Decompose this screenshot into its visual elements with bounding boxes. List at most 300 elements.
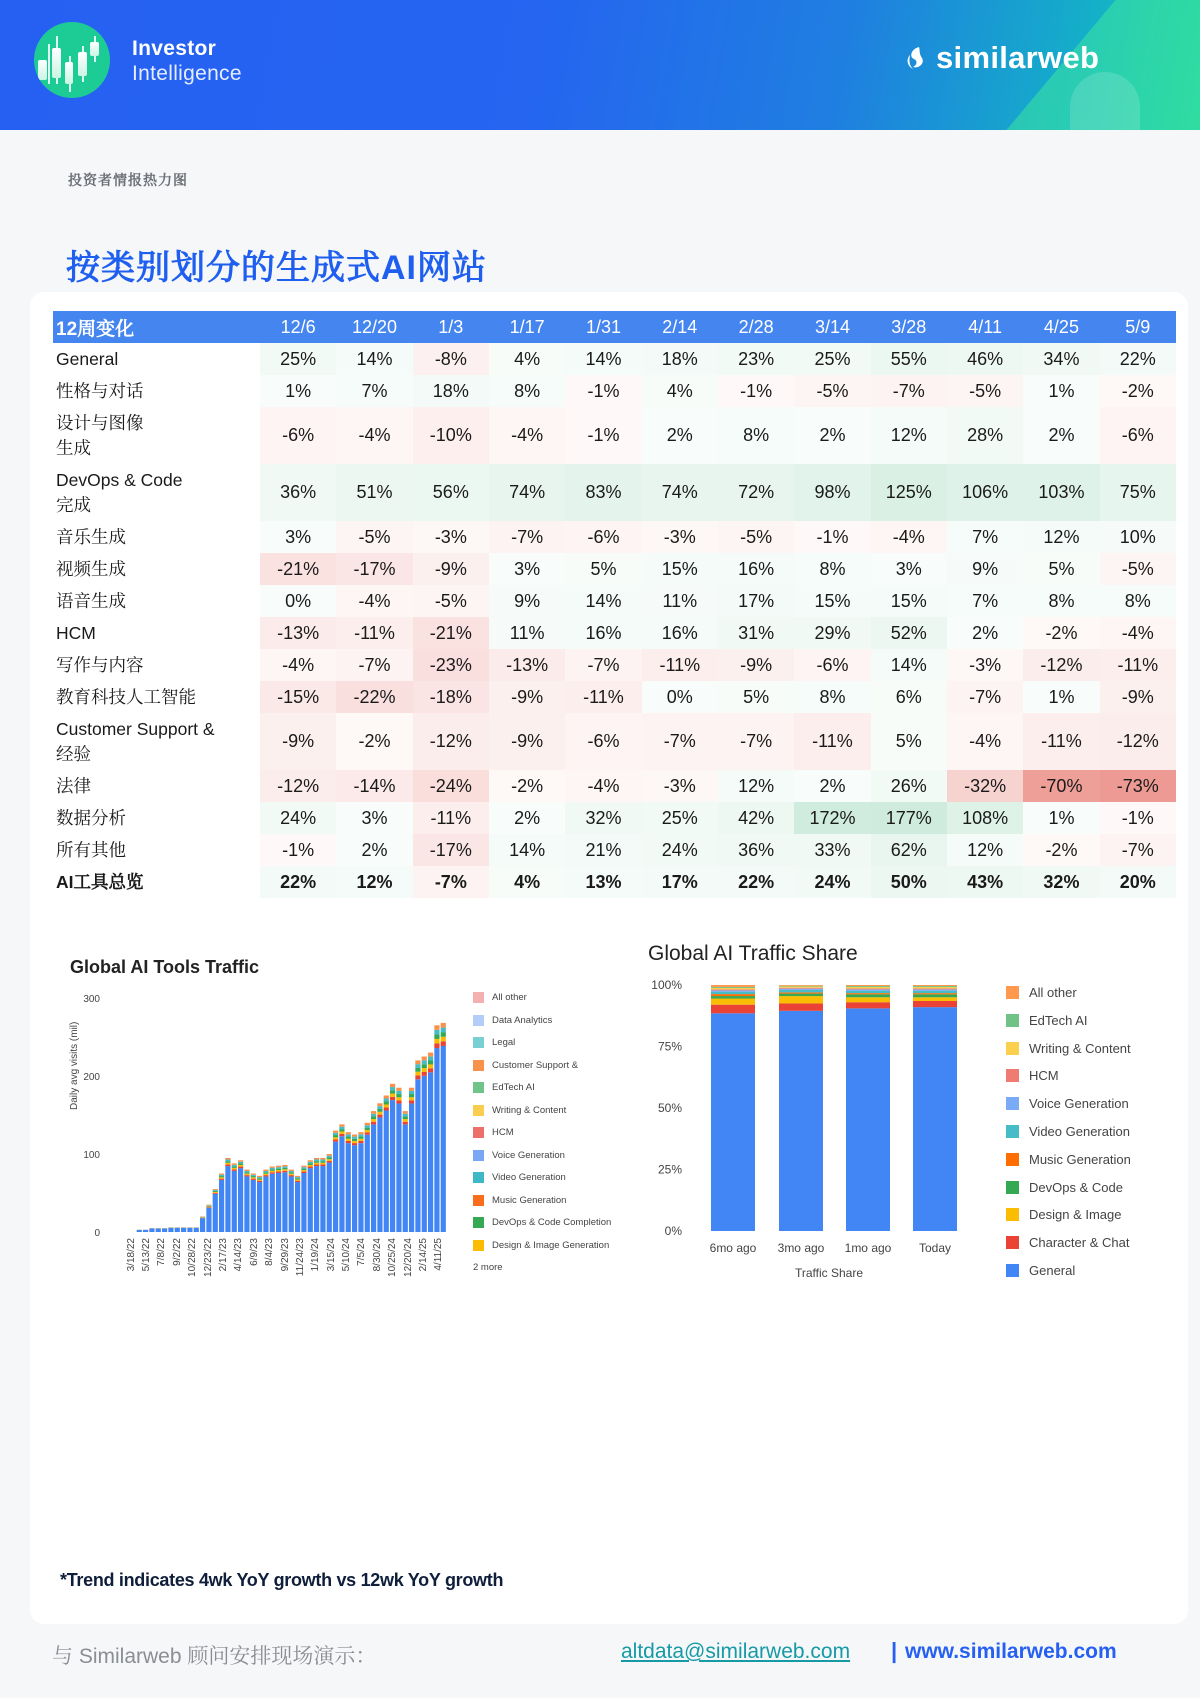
legend-swatch: [1006, 1236, 1019, 1249]
heatmap-cell: 16%: [718, 553, 794, 585]
heatmap-cell: 18%: [413, 375, 489, 407]
heatmap-cell: 20%: [1100, 866, 1176, 898]
table-row: [53, 553, 1176, 585]
heatmap-cell: 22%: [718, 866, 794, 898]
heatmap-cell: 3%: [260, 521, 336, 553]
heatmap-cell: -3%: [947, 649, 1023, 681]
legend-swatch: [1006, 1208, 1019, 1221]
heatmap-cell: 16%: [565, 617, 641, 649]
heatmap-cell: -14%: [336, 770, 412, 802]
heatmap-cell: 22%: [1100, 343, 1176, 375]
row-label: 法律: [56, 775, 91, 796]
heatmap-cell: -12%: [260, 770, 336, 802]
footnote: *Trend indicates 4wk YoY growth vs 12wk YoY growth: [60, 1570, 504, 1590]
table-row: [53, 585, 1176, 617]
heatmap-cell: 8%: [1100, 585, 1176, 617]
heatmap-cell: 1%: [1023, 375, 1099, 407]
heatmap-cell: 24%: [642, 834, 718, 866]
legend-label: All other: [1029, 985, 1077, 1000]
x-tick-label: 10/25/24: [387, 1238, 399, 1277]
legend-item: [473, 1015, 552, 1026]
heatmap-cell: 2%: [947, 617, 1023, 649]
heatmap-cell: 15%: [871, 585, 947, 617]
svg-text:25%: 25%: [657, 1162, 682, 1177]
legend-label: Writing & Content: [1029, 1040, 1131, 1056]
heatmap-cell: -11%: [1100, 649, 1176, 681]
heatmap-cell: 2%: [489, 802, 565, 834]
row-label: Customer Support & 经验: [56, 718, 215, 764]
legend-label: EdTech AI: [492, 1082, 535, 1093]
heatmap-cell: 103%: [1023, 464, 1099, 521]
heatmap-cell: 24%: [794, 866, 870, 898]
heatmap-cell: 26%: [871, 770, 947, 802]
legend-label: Design & Image Generation: [492, 1239, 610, 1251]
heatmap-cell: -1%: [565, 407, 641, 464]
heatmap-cell: -2%: [1023, 617, 1099, 649]
heatmap-cell: 1%: [260, 375, 336, 407]
legend-swatch: [1006, 1264, 1019, 1277]
legend-item: [1006, 1207, 1122, 1222]
chart-title: Global AI Traffic Share: [648, 942, 858, 965]
table-row: [53, 343, 1176, 375]
table-row: [53, 521, 1176, 553]
legend-swatch: [473, 992, 484, 1003]
row-label: 所有其他: [56, 839, 126, 860]
x-tick-label: 9/29/23: [279, 1238, 291, 1272]
svg-text:50%: 50%: [657, 1101, 682, 1115]
heatmap-cell: 0%: [642, 681, 718, 713]
heatmap-cell: 50%: [871, 866, 947, 898]
heatmap-cell: 51%: [336, 464, 412, 521]
legend-swatch: [1006, 1097, 1019, 1110]
heatmap-cell: -21%: [413, 617, 489, 649]
x-tick-label: 12/23/22: [202, 1238, 214, 1277]
heatmap-cell: -4%: [1100, 617, 1176, 649]
legend-item: [473, 992, 527, 1003]
heatmap-cell: -17%: [336, 553, 412, 585]
x-tick-label: 8/30/24: [371, 1238, 383, 1272]
demo-cta-text: 与 Similarweb 顾问安排现场演示：: [52, 1645, 377, 1668]
heatmap-cell: -9%: [489, 681, 565, 713]
heatmap-cell: 3%: [871, 553, 947, 585]
svg-text:6mo ago: 6mo ago: [709, 1241, 757, 1255]
svg-text:300: 300: [83, 994, 100, 1005]
x-tick-label: 5/10/24: [341, 1238, 353, 1272]
legend-item: [473, 1105, 566, 1116]
legend-label: Design & Image: [1029, 1207, 1122, 1223]
x-tick-label: 3/18/22: [125, 1238, 137, 1272]
heatmap-cell: -10%: [413, 407, 489, 464]
table-row: [53, 802, 1176, 834]
heatmap-cell: 5%: [718, 681, 794, 713]
heatmap-cell: -7%: [565, 649, 641, 681]
heatmap-cell: 15%: [794, 585, 870, 617]
legend-label: Data Analytics: [492, 1014, 553, 1026]
row-label: 设计与图像 生成: [56, 412, 144, 458]
legend-item: [1006, 1041, 1131, 1056]
heatmap-cell: -18%: [413, 681, 489, 713]
heatmap-cell: 7%: [947, 521, 1023, 553]
heatmap-cell: -11%: [794, 713, 870, 770]
heatmap-cell: 5%: [871, 713, 947, 770]
heatmap-header-row: [53, 311, 1176, 343]
x-tick-label: 7/8/22: [156, 1238, 168, 1266]
legend-item: [473, 1195, 566, 1206]
legend-swatch: [473, 1015, 484, 1026]
legend-item: [473, 1217, 611, 1228]
legend-swatch: [473, 1150, 484, 1161]
table-row: [53, 407, 1176, 464]
heatmap-cell: -7%: [947, 681, 1023, 713]
heatmap-cell: -9%: [413, 553, 489, 585]
heatmap-cell: -23%: [413, 649, 489, 681]
heatmap-cell: -32%: [947, 770, 1023, 802]
row-label: DevOps & Code 完成: [56, 469, 183, 515]
legend-swatch: [473, 1105, 484, 1116]
heatmap-cell: 9%: [947, 553, 1023, 585]
x-tick-label: 7/5/24: [356, 1238, 368, 1266]
y-axis-label: Daily avg visits (mil): [69, 1021, 80, 1110]
heatmap-cell: -4%: [260, 649, 336, 681]
heatmap-cell: 29%: [794, 617, 870, 649]
heatmap-cell: 2%: [794, 770, 870, 802]
legend-item: [473, 1082, 535, 1093]
heatmap-cell: 4%: [642, 375, 718, 407]
heatmap-cell: -11%: [413, 802, 489, 834]
legend-item: [473, 1060, 578, 1071]
row-label: 视频生成: [56, 558, 126, 579]
column-header: 1/31: [565, 311, 641, 343]
heatmap-cell: 22%: [260, 866, 336, 898]
legend-item: [473, 1037, 515, 1048]
table-row: [53, 834, 1176, 866]
heatmap-cell: 1%: [1023, 681, 1099, 713]
heatmap-cell: -73%: [1100, 770, 1176, 802]
heatmap-cell: -24%: [413, 770, 489, 802]
candlestick-chart-icon: [34, 22, 110, 98]
heatmap-cell: 8%: [718, 407, 794, 464]
heatmap-cell: 75%: [1100, 464, 1176, 521]
legend-swatch: [1006, 1125, 1019, 1138]
x-tick-label: 4/11/25: [433, 1238, 445, 1271]
x-tick-label: 12/20/24: [402, 1238, 414, 1277]
heatmap-cell: 25%: [642, 802, 718, 834]
x-tick-label: 10/28/22: [187, 1238, 199, 1277]
heatmap-cell: 62%: [871, 834, 947, 866]
legend-item: [1006, 1096, 1129, 1111]
column-header: 2/14: [642, 311, 718, 343]
heatmap-cell: -5%: [1100, 553, 1176, 585]
website-link[interactable]: www.similarweb.com: [905, 1640, 1117, 1663]
page-header: [0, 0, 1200, 130]
heatmap-cell: -1%: [1100, 802, 1176, 834]
heatmap-cell: -5%: [718, 521, 794, 553]
row-label: 写作与内容: [56, 654, 144, 675]
row-label: HCM: [56, 622, 96, 643]
heatmap-cell: 12%: [871, 407, 947, 464]
heatmap-cell: -5%: [947, 375, 1023, 407]
heatmap-cell: 32%: [1023, 866, 1099, 898]
legend-label: General: [1029, 1263, 1076, 1278]
legend-label: Voice Generation: [492, 1149, 565, 1161]
legend-swatch: [473, 1172, 484, 1183]
heatmap-cell: -7%: [871, 375, 947, 407]
heatmap-cell: -13%: [260, 617, 336, 649]
legend-item: [1006, 1152, 1131, 1167]
similarweb-wordmark: similarweb: [936, 40, 1100, 75]
heatmap-cell: 8%: [1023, 585, 1099, 617]
heatmap-cell: -4%: [947, 713, 1023, 770]
heatmap-cell: 12%: [718, 770, 794, 802]
svg-text:0: 0: [94, 1228, 100, 1239]
legend-swatch: [1006, 1181, 1019, 1194]
x-tick-label: 1/19/24: [310, 1238, 322, 1272]
heatmap-cell: 14%: [489, 834, 565, 866]
heatmap-cell: -5%: [794, 375, 870, 407]
legend-label: HCM: [492, 1127, 514, 1138]
x-tick-label: 11/24/23: [294, 1238, 306, 1277]
heatmap-cell: -22%: [336, 681, 412, 713]
legend-label: Music Generation: [492, 1194, 567, 1206]
similarweb-logo: [905, 40, 1099, 76]
heatmap-cell: 12%: [1023, 521, 1099, 553]
heatmap-cell: 21%: [565, 834, 641, 866]
column-header: 4/11: [947, 311, 1023, 343]
heatmap-cell: 8%: [794, 681, 870, 713]
legend-swatch: [1006, 1069, 1019, 1082]
heatmap-cell: 1%: [1023, 802, 1099, 834]
heatmap-cell: 0%: [260, 585, 336, 617]
share-stacked-bars: [640, 935, 970, 1275]
heatmap-cell: -1%: [794, 521, 870, 553]
legend-label: HCM: [1029, 1068, 1059, 1084]
table-row: [53, 617, 1176, 649]
legend-swatch: [473, 1060, 484, 1071]
heatmap-cell: -5%: [336, 521, 412, 553]
heatmap-cell: 10%: [1100, 521, 1176, 553]
heatmap-cell: 6%: [871, 681, 947, 713]
heatmap-cell: 25%: [794, 343, 870, 375]
heatmap-cell: 31%: [718, 617, 794, 649]
heatmap-cell: 74%: [489, 464, 565, 521]
heatmap-cell: 2%: [794, 407, 870, 464]
heatmap-cell: -13%: [489, 649, 565, 681]
column-header: 4/25: [1023, 311, 1099, 343]
legend-swatch: [473, 1195, 484, 1206]
heatmap-cell: -2%: [1023, 834, 1099, 866]
svg-text:1mo ago: 1mo ago: [844, 1241, 892, 1255]
svg-text:0%: 0%: [664, 1224, 682, 1238]
heatmap-cell: -70%: [1023, 770, 1099, 802]
legend-item: [473, 1172, 566, 1183]
heatmap-cell: 7%: [336, 375, 412, 407]
x-tick-label: 5/13/22: [141, 1238, 153, 1272]
x-tick-label: 3/15/24: [325, 1238, 337, 1272]
legend-item: [1006, 1124, 1130, 1139]
heatmap-cell: -11%: [642, 649, 718, 681]
heatmap-cell: 43%: [947, 866, 1023, 898]
brand-subtitle: Intelligence: [132, 62, 242, 85]
legend-swatch: [1006, 1014, 1019, 1027]
heatmap-cell: 5%: [1023, 553, 1099, 585]
legend-item: [1006, 985, 1077, 1000]
column-header: 12/6: [260, 311, 336, 343]
heatmap-cell: 52%: [871, 617, 947, 649]
row-label: 语音生成: [56, 590, 126, 611]
column-header: 3/28: [871, 311, 947, 343]
heatmap-cell: 177%: [871, 802, 947, 834]
heatmap-cell: 13%: [565, 866, 641, 898]
legend-label: Music Generation: [1029, 1151, 1131, 1167]
heatmap-cell: -6%: [565, 713, 641, 770]
legend-more-button[interactable]: 2 more: [473, 1262, 503, 1273]
heatmap-cell: -6%: [1100, 407, 1176, 464]
heatmap-cell: -9%: [260, 713, 336, 770]
heatmap-cell: 8%: [489, 375, 565, 407]
legend-label: Video Generation: [492, 1172, 566, 1183]
legend-label: All other: [492, 992, 527, 1003]
heatmap-cell: 2%: [642, 407, 718, 464]
heatmap-cell: -2%: [336, 713, 412, 770]
heatmap-cell: -7%: [718, 713, 794, 770]
heatmap-cell: 12%: [947, 834, 1023, 866]
legend-label: DevOps & Code Completion: [492, 1217, 612, 1228]
legend-item: [1006, 1235, 1129, 1250]
legend-item: [473, 1150, 565, 1161]
row-label: General: [56, 348, 119, 369]
heatmap-cell: 74%: [642, 464, 718, 521]
legend-swatch: [473, 1037, 484, 1048]
heatmap-cell: 14%: [336, 343, 412, 375]
heatmap-table: [53, 311, 1176, 898]
row-label: 性格与对话: [56, 380, 144, 401]
row-label: 教育科技人工智能: [56, 686, 196, 707]
heatmap-cell: 14%: [565, 343, 641, 375]
heatmap-cell: -4%: [871, 521, 947, 553]
legend-swatch: [1006, 1153, 1019, 1166]
page-title: 按类别划分的生成式AI网站: [66, 249, 487, 287]
global-ai-tools-traffic-chart: [52, 940, 642, 1300]
heatmap-cell: -7%: [336, 649, 412, 681]
legend-item: [473, 1240, 609, 1251]
heatmap-cell: 14%: [871, 649, 947, 681]
heatmap-cell: 12%: [336, 866, 412, 898]
column-header: 2/28: [718, 311, 794, 343]
legend-item: [473, 1127, 514, 1138]
heatmap-cell: 24%: [260, 802, 336, 834]
row-label: 数据分析: [56, 807, 126, 828]
heatmap-cell: -11%: [1023, 713, 1099, 770]
legend-item: [1006, 1180, 1123, 1195]
table-row: [53, 464, 1176, 521]
heatmap-cell: -12%: [1100, 713, 1176, 770]
legend-label: Customer Support &: [492, 1059, 579, 1071]
heatmap-cell: 18%: [642, 343, 718, 375]
heatmap-cell: 11%: [642, 585, 718, 617]
page-footer: [0, 1624, 1200, 1698]
footer-separator: |: [891, 1638, 898, 1663]
svg-text:200: 200: [83, 1072, 100, 1083]
heatmap-cell: 4%: [489, 343, 565, 375]
legend-swatch: [473, 1127, 484, 1138]
heatmap-cell: 17%: [642, 866, 718, 898]
legend-swatch: [473, 1082, 484, 1093]
legend-item: [1006, 1013, 1088, 1028]
heatmap-cell: -4%: [565, 770, 641, 802]
heatmap-cell: -9%: [489, 713, 565, 770]
column-header: 1/3: [413, 311, 489, 343]
heatmap-cell: -5%: [413, 585, 489, 617]
heatmap-cell: 36%: [718, 834, 794, 866]
table-row: [53, 770, 1176, 802]
heatmap-cell: 9%: [489, 585, 565, 617]
heatmap-cell: 72%: [718, 464, 794, 521]
heatmap-cell: -3%: [413, 521, 489, 553]
heatmap-cell: 55%: [871, 343, 947, 375]
heatmap-cell: 28%: [947, 407, 1023, 464]
heatmap-cell: -2%: [489, 770, 565, 802]
heatmap-cell: -8%: [413, 343, 489, 375]
heatmap-cell: 25%: [260, 343, 336, 375]
table-row: [53, 375, 1176, 407]
heatmap-cell: -12%: [1023, 649, 1099, 681]
page-kicker: 投资者情报热力图: [68, 172, 188, 188]
table-row: [53, 681, 1176, 713]
heatmap-cell: 4%: [489, 866, 565, 898]
heatmap-cell: -6%: [260, 407, 336, 464]
heatmap-cell: -4%: [489, 407, 565, 464]
heatmap-cell: 15%: [642, 553, 718, 585]
brand-name: Investor: [132, 37, 217, 60]
heatmap-cell: -7%: [489, 521, 565, 553]
heatmap-cell: -6%: [565, 521, 641, 553]
heatmap-cell: 7%: [947, 585, 1023, 617]
global-ai-traffic-share-chart: [640, 935, 1180, 1295]
heatmap-cell: -11%: [565, 681, 641, 713]
heatmap-cell: -21%: [260, 553, 336, 585]
heatmap-cell: 98%: [794, 464, 870, 521]
heatmap-cell: 11%: [489, 617, 565, 649]
column-header: 5/9: [1100, 311, 1176, 343]
legend-label: Video Generation: [1029, 1124, 1130, 1139]
heatmap-cell: -7%: [642, 713, 718, 770]
heatmap-cell: 106%: [947, 464, 1023, 521]
legend-label: Voice Generation: [1029, 1096, 1129, 1112]
heatmap-cell: -17%: [413, 834, 489, 866]
row-label: AI工具总览: [56, 871, 144, 892]
table-row: [53, 649, 1176, 681]
x-tick-label: 9/2/22: [171, 1238, 183, 1266]
heatmap-cell: 8%: [794, 553, 870, 585]
email-link[interactable]: altdata@similarweb.com: [621, 1640, 851, 1663]
svg-text:Today: Today: [918, 1241, 952, 1255]
heatmap-cell: -2%: [1100, 375, 1176, 407]
x-tick-label: 2/14/25: [417, 1238, 429, 1272]
heatmap-cell: -4%: [336, 585, 412, 617]
heatmap-cell: -1%: [718, 375, 794, 407]
legend-label: Writing & Content: [492, 1104, 567, 1116]
heatmap-cell: -3%: [642, 770, 718, 802]
x-tick-label: 6/9/23: [248, 1238, 260, 1266]
heatmap-cell: 3%: [336, 802, 412, 834]
heatmap-cell: 14%: [565, 585, 641, 617]
heatmap-cell: -3%: [642, 521, 718, 553]
legend-label: EdTech AI: [1029, 1012, 1088, 1028]
heatmap-cell: 2%: [336, 834, 412, 866]
heatmap-cell: 5%: [565, 553, 641, 585]
heatmap-cell: 172%: [794, 802, 870, 834]
row-label: 音乐生成: [56, 526, 126, 547]
